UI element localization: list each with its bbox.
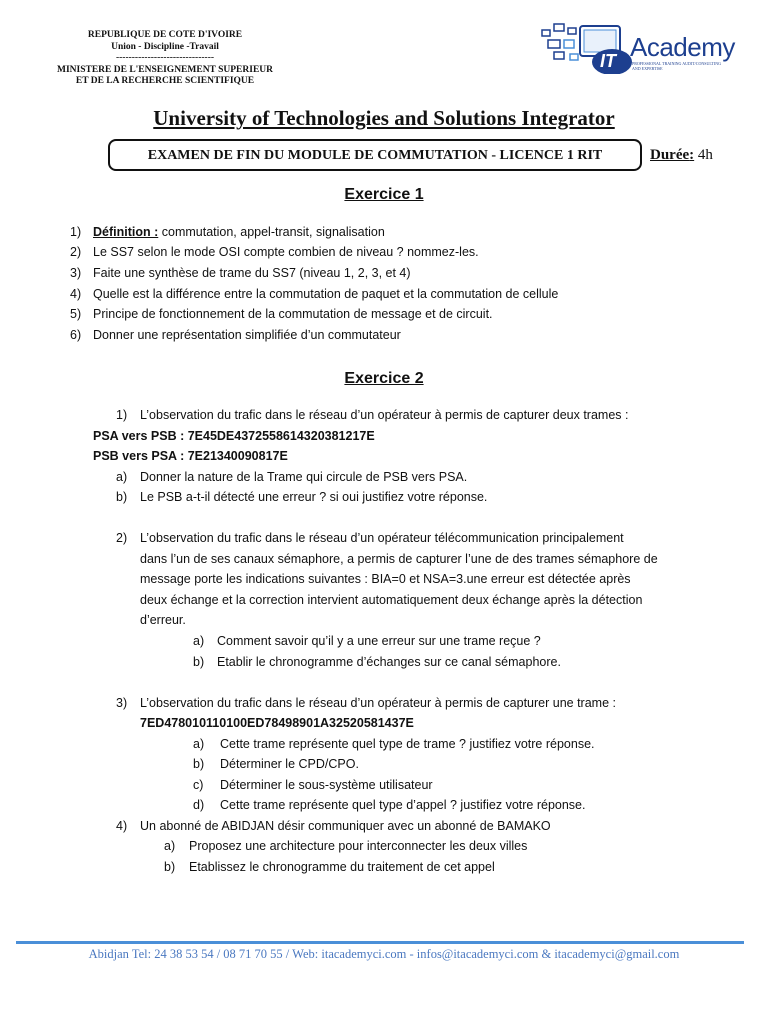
- item-text: Cette trame représente quel type d’appel ? justifiez votre réponse.: [220, 798, 586, 812]
- ex1-item-3: [70, 266, 411, 280]
- ex2-q2-line-3: message porte les indications suivantes : BIA=0 et NSA=3.une erreur est détectée après: [140, 572, 631, 586]
- item-number: 5): [70, 307, 82, 321]
- ex2-q3-c: [193, 778, 433, 792]
- item-text: Le SS7 selon le mode OSI compte combien de niveau ? nommez-les.: [93, 245, 479, 259]
- item-letter: a): [193, 737, 205, 751]
- item-number: 3): [70, 266, 82, 280]
- item-text: Déterminer le CPD/CPO.: [220, 757, 359, 771]
- ex2-q3: [116, 696, 616, 710]
- country-name: REPUBLIQUE DE COTE D'IVOIRE: [87, 30, 243, 40]
- item-number: 2): [70, 245, 82, 259]
- ex1-item-2: [70, 245, 479, 259]
- ex2-q1-a: [116, 470, 468, 484]
- item-text: Etablir le chronogramme d’échanges sur ce canal sémaphore.: [217, 655, 561, 669]
- separator-dashes: -------------------------------: [115, 53, 215, 63]
- ministry-line-1: MINISTERE DE L'ENSEIGNEMENT SUPERIEUR: [57, 64, 273, 75]
- ex2-q2-line-2: dans l’un de ses canaux sémaphore, a permis de capturer l’une de des trames sémaphore de: [140, 552, 658, 566]
- motto: Union - Discipline -Travail: [111, 41, 219, 52]
- item-text: Déterminer le sous-système utilisateur: [220, 778, 433, 792]
- duration-value: 4h: [697, 147, 713, 163]
- ex1-item-5: [70, 307, 493, 321]
- item-text: Un abonné de ABIDJAN désir communiquer avec un abonné de BAMAKO: [140, 819, 551, 833]
- logo-tagline: PROFESSIONAL TRAINING AUDIT/CONSULTING AND EXPERTISE: [632, 61, 721, 71]
- ex2-q4: [116, 819, 551, 833]
- university-title: University of Technologies and Solutions Integrator: [153, 106, 615, 130]
- captured-frame: 7ED478010110100ED78498901A32520581437E: [140, 716, 414, 730]
- item-text: L’observation du trafic dans le réseau d’un opérateur à permis de capturer une trame :: [140, 696, 616, 710]
- ex1-item-4: [70, 287, 559, 301]
- item-number: 4): [116, 819, 128, 833]
- item-letter: a): [116, 470, 128, 484]
- item-text: L’observation du trafic dans le réseau d’un opérateur à permis de capturer deux trames :: [140, 408, 629, 422]
- item-text: L’observation du trafic dans le réseau d’un opérateur télécommunication principalement: [140, 531, 624, 545]
- item-text: Proposez une architecture pour interconnecter les deux villes: [189, 839, 528, 853]
- item-text: commutation, appel-transit, signalisation: [158, 225, 385, 239]
- definition-label: Définition :: [93, 225, 159, 239]
- item-number: 1): [116, 408, 128, 422]
- item-number: 4): [70, 287, 82, 301]
- ex2-q2-line-5: d’erreur.: [140, 613, 186, 627]
- frame-psa-psb: PSA vers PSB : 7E45DE4372558614320381217E: [93, 429, 375, 443]
- item-text: Donner la nature de la Trame qui circule de PSB vers PSA.: [140, 470, 468, 484]
- item-letter: a): [193, 634, 205, 648]
- ex2-q4-a: [164, 839, 528, 853]
- exercise-2-title: Exercice 2: [344, 370, 424, 387]
- ex2-q3-b: [193, 757, 359, 771]
- ex2-q2-b: [193, 655, 561, 669]
- institution-header: [30, 30, 300, 88]
- item-text: Etablissez le chronogramme du traitement de cet appel: [189, 860, 495, 874]
- footer-contact: Abidjan Tel: 24 38 53 54 / 08 71 70 55 / Web: itacademyci.com - infos@itacademyci.com & itacademyci@gmail.com: [88, 947, 680, 961]
- item-number: 2): [116, 531, 128, 545]
- item-letter: a): [164, 839, 176, 853]
- it-academy-logo: [540, 18, 735, 74]
- exam-title: EXAMEN DE FIN DU MODULE DE COMMUTATION - LICENCE 1 RIT: [147, 148, 603, 163]
- item-text: Comment savoir qu’il y a une erreur sur une trame reçue ?: [217, 634, 541, 648]
- exam-title-box: [108, 139, 642, 171]
- ex2-q4-b: [164, 860, 495, 874]
- ex1-item-1: [70, 225, 385, 239]
- ex2-q2-a: [193, 634, 541, 648]
- item-letter: b): [193, 757, 205, 771]
- ex2-q3-d: [193, 798, 586, 812]
- item-text: Faite une synthèse de trame du SS7 (niveau 1, 2, 3, et 4): [93, 266, 411, 280]
- ex2-q2: [116, 531, 624, 545]
- frame-psb-psa: PSB vers PSA : 7E21340090817E: [93, 449, 288, 463]
- ex2-q2-line-4: deux échange et la correction intervient automatiquement deux échange après la détection: [140, 593, 643, 607]
- item-letter: b): [164, 860, 176, 874]
- item-text: Cette trame représente quel type de trame ? justifiez votre réponse.: [220, 737, 595, 751]
- ministry-line-2: ET DE LA RECHERCHE SCIENTIFIQUE: [75, 76, 255, 86]
- item-letter: c): [193, 778, 204, 792]
- ex1-item-6: [70, 328, 401, 342]
- item-text: Le PSB a-t-il détecté une erreur ? si oui justifiez votre réponse.: [140, 490, 488, 504]
- ex2-q1: [116, 408, 629, 422]
- logo-text: Academy: [630, 32, 735, 62]
- item-number: 3): [116, 696, 128, 710]
- item-number: 1): [70, 225, 82, 239]
- item-text: Quelle est la différence entre la commutation de paquet et la commutation de cellule: [93, 287, 559, 301]
- duration-label: Durée: [650, 147, 690, 163]
- item-letter: b): [193, 655, 205, 669]
- item-text: Donner une représentation simplifiée d’un commutateur: [93, 328, 401, 342]
- logo-badge: IT: [600, 51, 616, 71]
- item-text: Principe de fonctionnement de la commutation de message et de circuit.: [93, 307, 493, 321]
- item-number: 6): [70, 328, 82, 342]
- ex2-q1-b: [116, 490, 488, 504]
- exercise-1-title: Exercice 1: [344, 186, 424, 203]
- duration: Durée: 4h: [650, 147, 713, 163]
- item-letter: b): [116, 490, 128, 504]
- item-letter: d): [193, 798, 205, 812]
- ex2-q3-a: [193, 737, 595, 751]
- footer-divider: [16, 941, 744, 944]
